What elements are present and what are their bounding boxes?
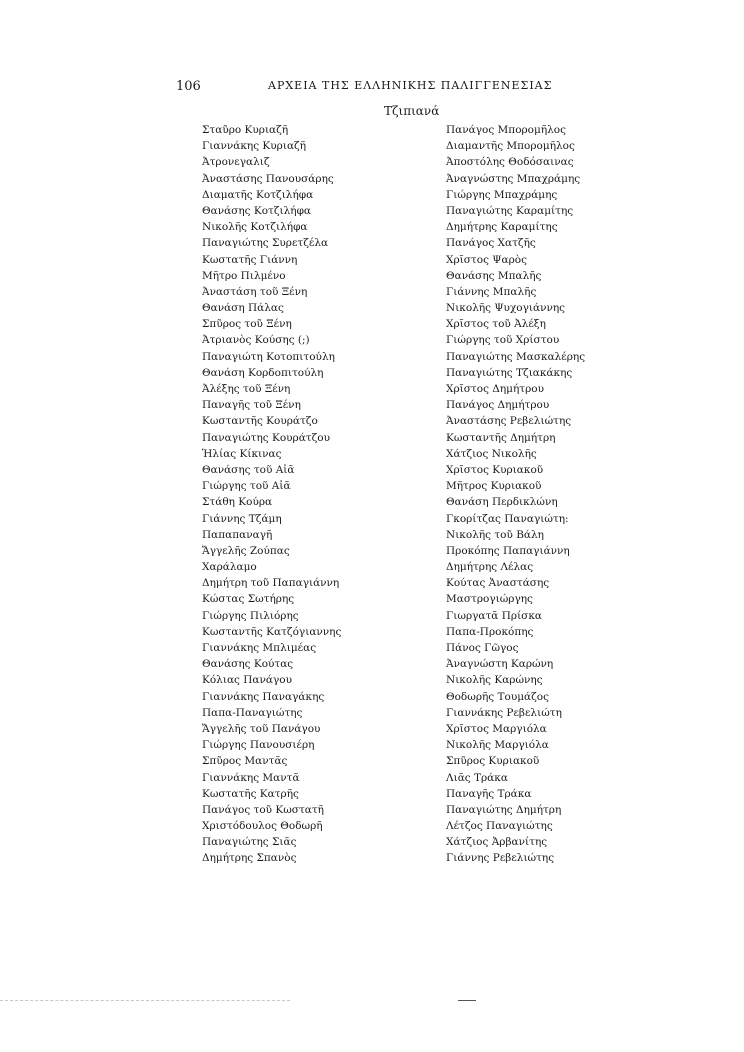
name-entry: Λέτζος Παναγιώτης [446, 820, 553, 833]
name-entry: Θοδωρῆς Τουμάζος [446, 690, 550, 703]
footer-mark [458, 1000, 476, 1001]
name-entry: Ἀναγνώστη Καρώνη [446, 658, 554, 671]
name-entry: Θανάσης Κούτας [202, 658, 294, 671]
name-entry: Γιώργης Πανουσιέρη [202, 739, 315, 752]
name-entry: Παναγιώτης Συρετζέλα [202, 237, 329, 250]
name-entry: Δημήτρη τοῦ Παπαγιάννη [202, 577, 340, 590]
name-entry: Πανάγος τοῦ Κωστατῆ [202, 803, 324, 816]
name-entry: Παναγῆς τοῦ Ξένη [202, 399, 301, 412]
name-entry: Παναγιώτης Κουράτζου [202, 431, 331, 444]
name-entry: Κόλιας Πανάγου [202, 674, 292, 687]
name-entry: Γιάννης Ρεβελιώτης [446, 852, 555, 865]
name-entry: Κωσταντῆς Κατζόγιαννης [202, 625, 342, 638]
name-entry: Ἀποστόλης Θοδόσαινας [446, 156, 574, 169]
name-entry: Ἀτρονεγαλιζ [202, 156, 270, 169]
footer-scan-line [0, 1000, 290, 1001]
name-entry: Νικολῆς τοῦ Βάλη [446, 528, 544, 541]
name-entry: Σπῦρος τοῦ Ξένη [202, 318, 292, 331]
name-entry: Θανάση Περδικλώνη [446, 496, 558, 509]
name-entry: Μῆτρο Πιλμένο [202, 269, 286, 282]
left-name-column [202, 122, 341, 867]
name-entry: Νικολῆς Κοτζιλήφα [202, 221, 308, 234]
name-entry: Κωσταντῆς Δημήτρη [446, 431, 556, 444]
name-entry: Χρῖστος τοῦ Ἀλέξη [446, 318, 546, 331]
name-entry: Παναγιώτης Δημήτρη [446, 803, 562, 816]
name-entry: Δημήτρης Λέλας [446, 561, 534, 574]
name-entry: Γιώργης τοῦ Χρίστου [446, 334, 560, 347]
right-name-column [446, 122, 585, 867]
name-entry: Γιάννης Μπαλῆς [446, 285, 537, 298]
name-entry: Χρῖστος Μαργιόλα [446, 722, 547, 735]
name-entry: Κούτας Ἀναστάσης [446, 577, 550, 590]
name-entry: Γκορίτζας Παναγιώτη: [446, 512, 569, 525]
name-entry: Γιαννάκης Παναγάκης [202, 690, 325, 703]
name-entry: Χρῖστος Κυριακοῦ [446, 463, 544, 476]
name-entry: Γιαννάκης Μαντᾶ [202, 771, 300, 784]
name-entry: Θανάση Κορδοπιτούλη [202, 366, 324, 379]
name-entry: Πανάγος Χατζῆς [446, 237, 536, 250]
name-entry: Θανάσης Κοτζιλήφα [202, 204, 312, 217]
name-entry: Χάτζιος Νικολῆς [446, 447, 537, 460]
section-title: Τζιπιανά [384, 104, 440, 118]
name-entry: Πανάγος Δημήτρου [446, 399, 550, 412]
name-entry: Χρῖστος Ψαρὸς [446, 253, 527, 266]
name-entry: Ἀναγνώστης Μπαχράμης [446, 172, 581, 185]
name-entry: Κωστατῆς Γιάννη [202, 253, 298, 266]
name-entry: Κωστατῆς Κατρῆς [202, 787, 299, 800]
name-entry: Νικολῆς Καρώνης [446, 674, 543, 687]
name-entry: Παπαπαναγῆ [202, 528, 273, 541]
name-entry: Πάνος Γῶγος [446, 642, 519, 654]
name-entry: Θανάσης Μπαλῆς [446, 269, 542, 282]
name-entry: Κωσταντῆς Κουράτζο [202, 415, 318, 428]
name-entry: Κώστας Σωτήρης [202, 593, 295, 606]
name-entry: Θανάση Πάλας [202, 302, 284, 315]
name-entry: Παναγιώτη Κοτοπιτούλη [202, 350, 335, 363]
running-head: ΑΡΧΕΙΑ ΤΗΣ ΕΛΛΗΝΙΚΗΣ ΠΑΛΙΓΓΕΝΕΣΙΑΣ [268, 79, 553, 92]
name-entry: Μῆτρος Κυριακοῦ [446, 480, 542, 493]
name-entry: Σπῦρος Κυριακοῦ [446, 755, 540, 768]
name-entry: Παναγιώτης Τζιακάκης [446, 366, 573, 379]
name-entry: Διαματῆς Κοτζιλήφα [202, 188, 314, 201]
name-entry: Ἀναστάσης Πανουσάρης [202, 172, 334, 185]
name-entry: Νικολῆς Ψυχογιάννης [446, 302, 566, 315]
name-entry: Ἀναστάσης Ρεβελιώτης [446, 415, 572, 428]
name-entry: Χαράλαμο [202, 561, 257, 574]
name-entry: Χρῖστος Δημήτρου [446, 383, 544, 395]
page-number: 106 [176, 79, 201, 94]
name-entry: Γιαννάκης Ρεβελιώτη [446, 706, 562, 719]
name-entry: Γιάννης Τζάμη [202, 512, 282, 525]
name-entry: Χάτζιος Ἀρβανίτης [446, 836, 548, 849]
name-entry: Λιᾶς Τράκα [446, 771, 508, 784]
name-entry: Δημήτρης Σπανὸς [202, 852, 297, 865]
name-entry: Ἀτριανὸς Κούσης (;) [202, 334, 310, 347]
name-entry: Γιωργατᾶ Πρίσκα [446, 609, 543, 622]
name-entry: Ἄγγελῆς τοῦ Πανάγου [202, 722, 321, 735]
name-entry: Στάθη Κούρα [202, 496, 273, 509]
name-entry: Διαμαντῆς Μπορομῆλος [446, 140, 575, 153]
name-entry: Σταῦρο Κυριαζῆ [202, 124, 289, 136]
name-entry: Νικολῆς Μαργιόλα [446, 739, 549, 752]
name-entry: Ἡλίας Κίκινας [202, 447, 282, 460]
name-entry: Πανάγος Μπορομῆλος [446, 124, 566, 136]
name-entry: Παναγῆς Τράκα [446, 787, 532, 800]
name-entry: Παπα-Παναγιώτης [202, 706, 303, 719]
name-entry: Θανάσης τοῦ Αἰᾶ [202, 463, 295, 476]
name-entry: Ἀλέξης τοῦ Ξένη [202, 383, 291, 395]
name-entry: Δημήτρης Καραμίτης [446, 221, 558, 234]
name-entry: Γιώργης Μπαχράμης [446, 188, 558, 201]
name-entry: Παναγιώτης Καραμίτης [446, 204, 574, 217]
name-entry: Γιώργης τοῦ Αἰᾶ [202, 480, 291, 493]
name-entry: Παναγιώτης Σιᾶς [202, 836, 297, 849]
name-entry: Γιώργης Πιλιόρης [202, 609, 299, 622]
name-entry: Γιαννάκης Μπλιμέας [202, 642, 317, 654]
name-entry: Παναγιώτης Μασκαλέρης [446, 350, 586, 363]
name-entry: Γιαννάκης Κυριαζῆ [202, 140, 307, 153]
name-entry: Προκόπης Παπαγιάννη [446, 544, 570, 557]
name-entry: Ἀναστάση τοῦ Ξένη [202, 285, 308, 298]
name-entry: Χριστόδουλος Θοδωρῆ [202, 820, 323, 833]
name-entry: Ἄγγελῆς Ζούπας [202, 544, 290, 557]
name-entry: Σπῦρος Μαντᾶς [202, 755, 288, 768]
name-entry: Μαστρογιώργης [446, 593, 533, 606]
name-entry: Παπα-Προκόπης [446, 625, 534, 638]
